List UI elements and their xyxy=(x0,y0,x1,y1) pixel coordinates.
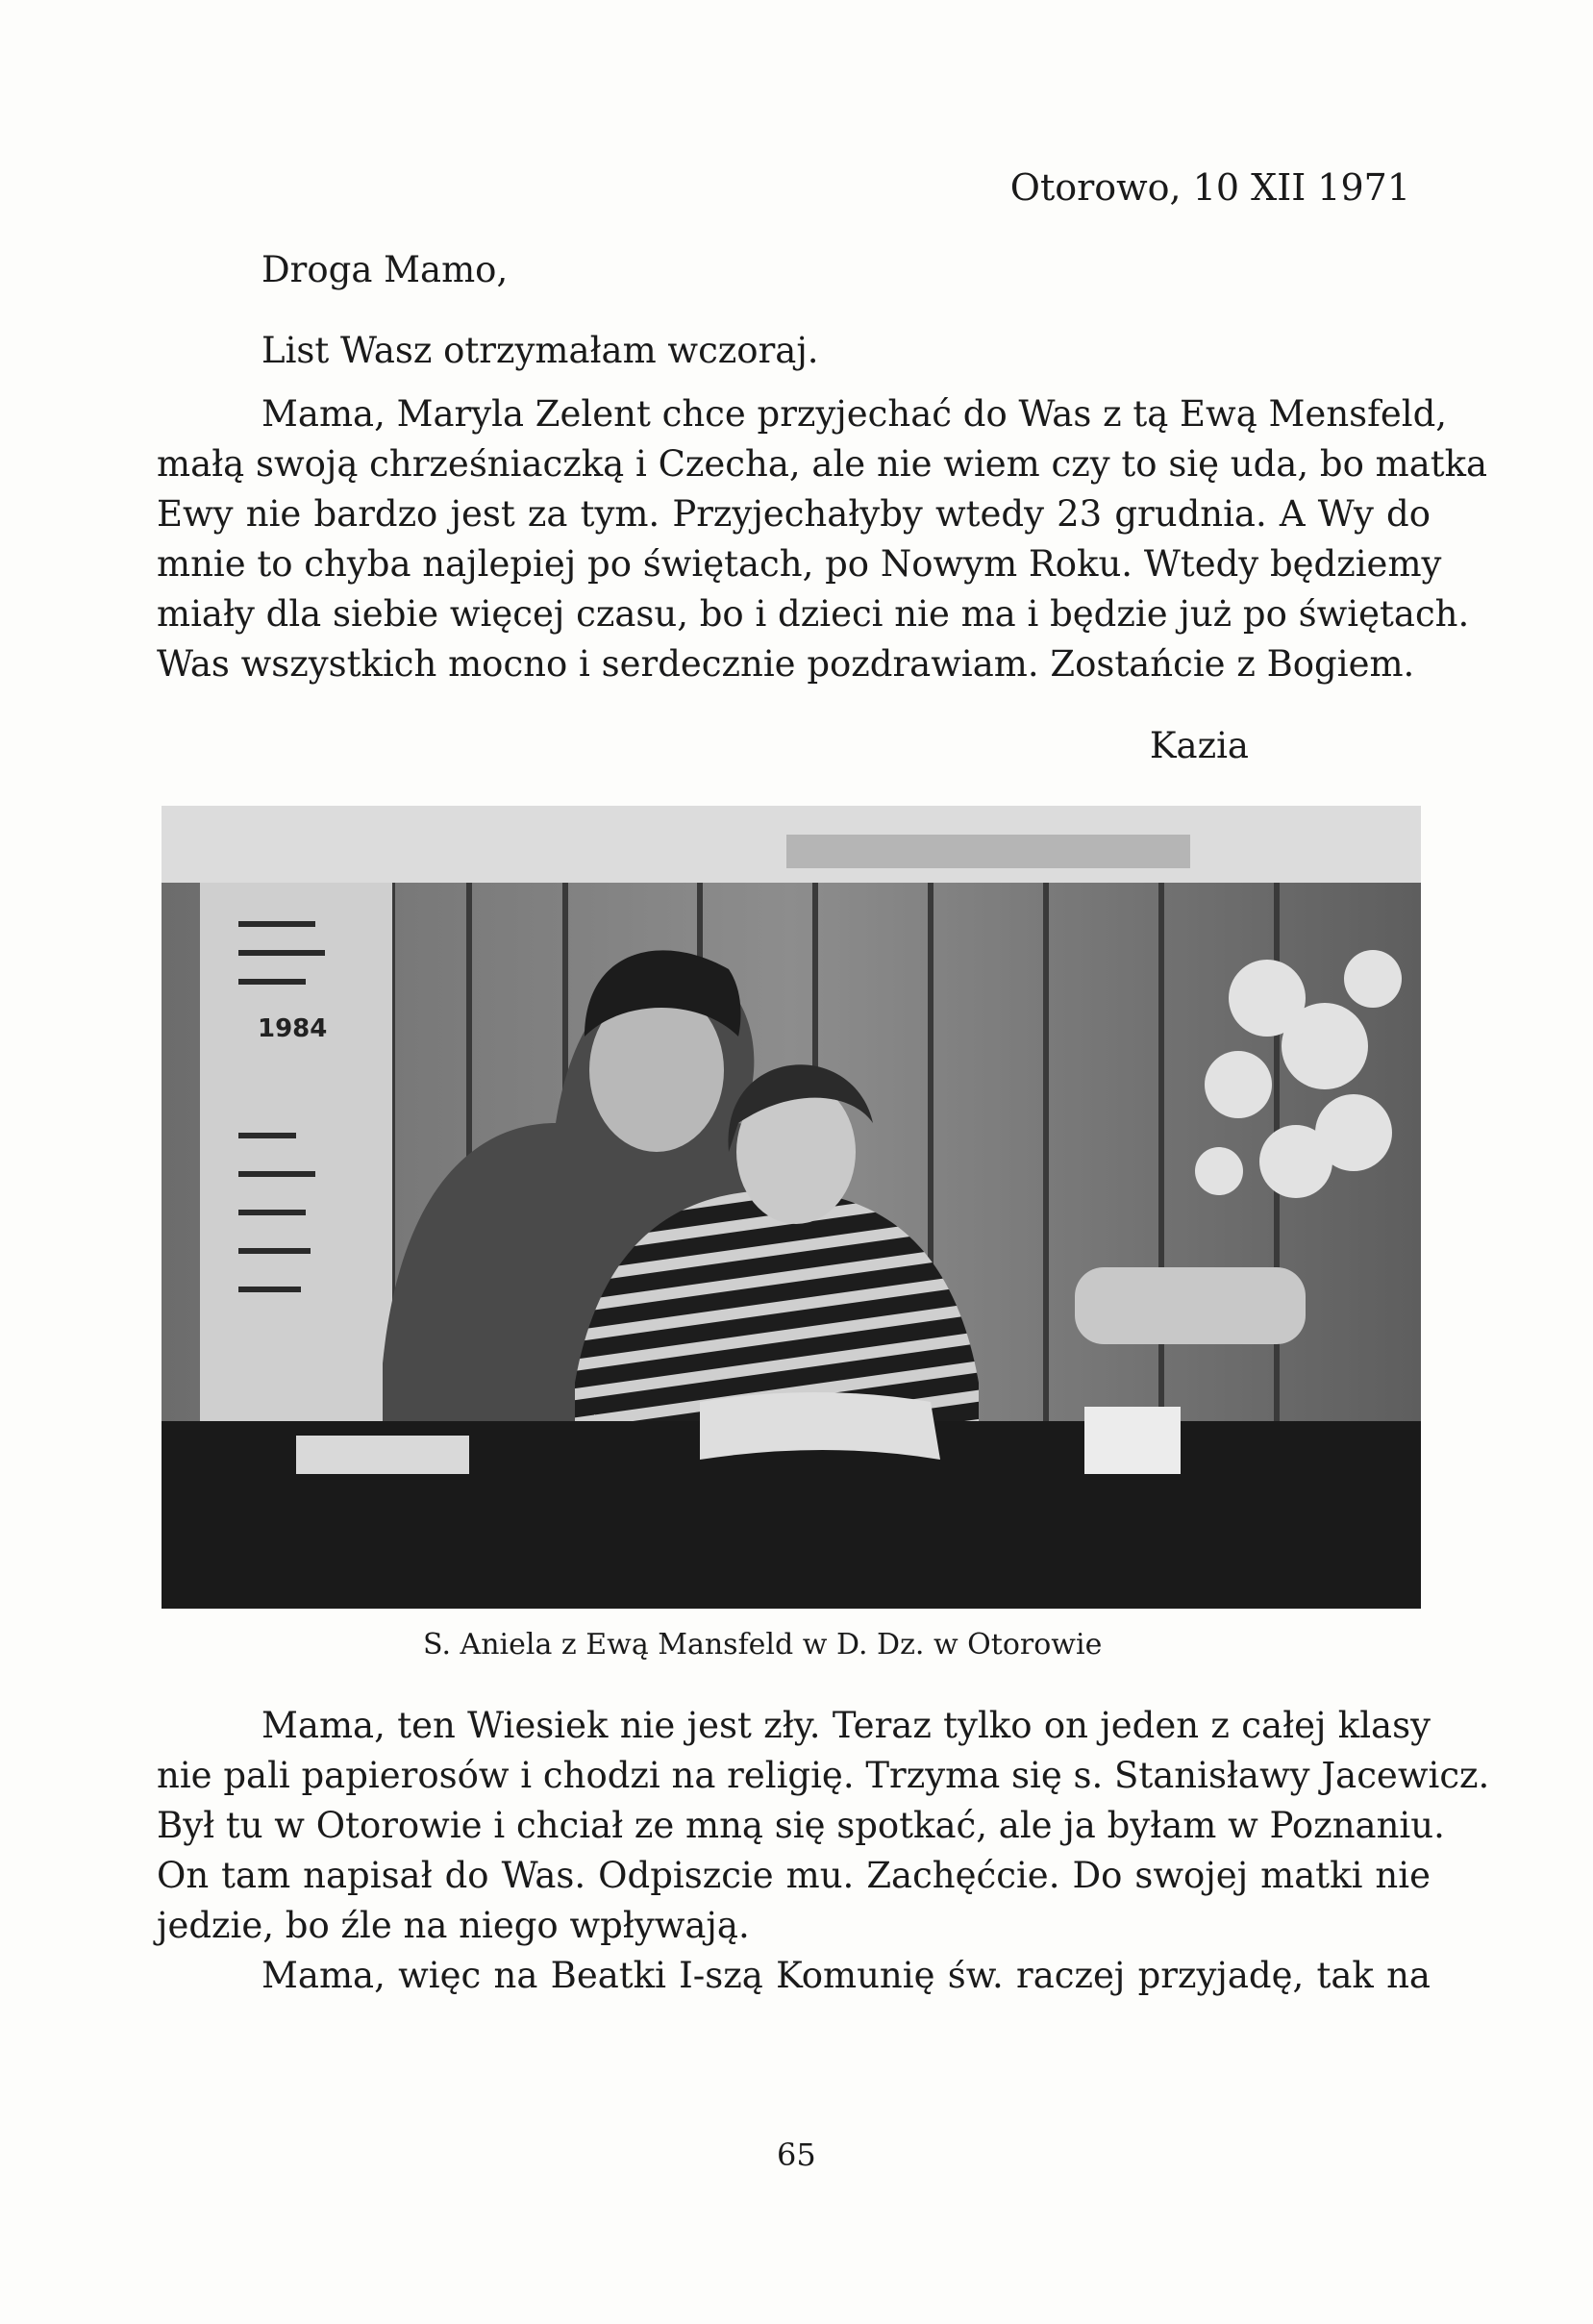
letter-line: Mama, Maryla Zelent chce przyjechać do Was z tą Ewą Mensfeld, xyxy=(261,393,1448,435)
page-number: 65 xyxy=(777,2137,816,2173)
continuation-line: nie pali papierosów i chodzi na religię. Trzyma się s. Stanisławy Jacewicz. xyxy=(157,1755,1490,1796)
continuation-line: On tam napisał do Was. Odpiszcie mu. Zachęćcie. Do swojej matki nie xyxy=(157,1855,1431,1896)
letter-signature: Kazia xyxy=(1149,725,1249,766)
letter-date: Otorowo, 10 XII 1971 xyxy=(1009,166,1410,209)
chair-back xyxy=(1075,1267,1306,1344)
letter-line: małą swoją chrześniaczką i Czecha, ale nie wiem czy to się uda, bo matka xyxy=(157,443,1488,485)
letter-line: mnie to chyba najlepiej po świętach, po Nowym Roku. Wtedy będziemy xyxy=(157,543,1442,585)
calendar-year: 1984 xyxy=(258,1014,328,1043)
photograph xyxy=(162,806,1421,1609)
small-box xyxy=(1084,1407,1181,1474)
letter-line: List Wasz otrzymałam wczoraj. xyxy=(261,330,819,371)
photo-caption: S. Aniela z Ewą Mansfeld w D. Dz. w Otorowie xyxy=(423,1628,1103,1662)
continuation-line: Był tu w Otorowie i chciał ze mną się spotkać, ale ja byłam w Poznaniu. xyxy=(157,1805,1445,1846)
wall-calendar xyxy=(200,883,392,1479)
papers xyxy=(296,1436,469,1474)
open-book xyxy=(700,1392,940,1460)
wall-molding xyxy=(786,835,1190,868)
letter-line: Was wszystkich mocno i serdecznie pozdrawiam. Zostańcie z Bogiem. xyxy=(157,643,1415,685)
continuation-line: jedzie, bo źle na niego wpływają. xyxy=(157,1905,750,1946)
continuation-line: Mama, ten Wiesiek nie jest zły. Teraz tylko on jeden z całej klasy xyxy=(261,1705,1431,1746)
letter-line: miały dla siebie więcej czasu, bo i dzieci nie ma i będzie już po świętach. xyxy=(157,593,1470,635)
letter-line: Ewy nie bardzo jest za tym. Przyjechałyby wtedy 23 grudnia. A Wy do xyxy=(157,493,1431,535)
letter-salutation: Droga Mamo, xyxy=(261,249,509,290)
continuation-line: Mama, więc na Beatki I-szą Komunię św. raczej przyjadę, tak na xyxy=(261,1955,1431,1996)
